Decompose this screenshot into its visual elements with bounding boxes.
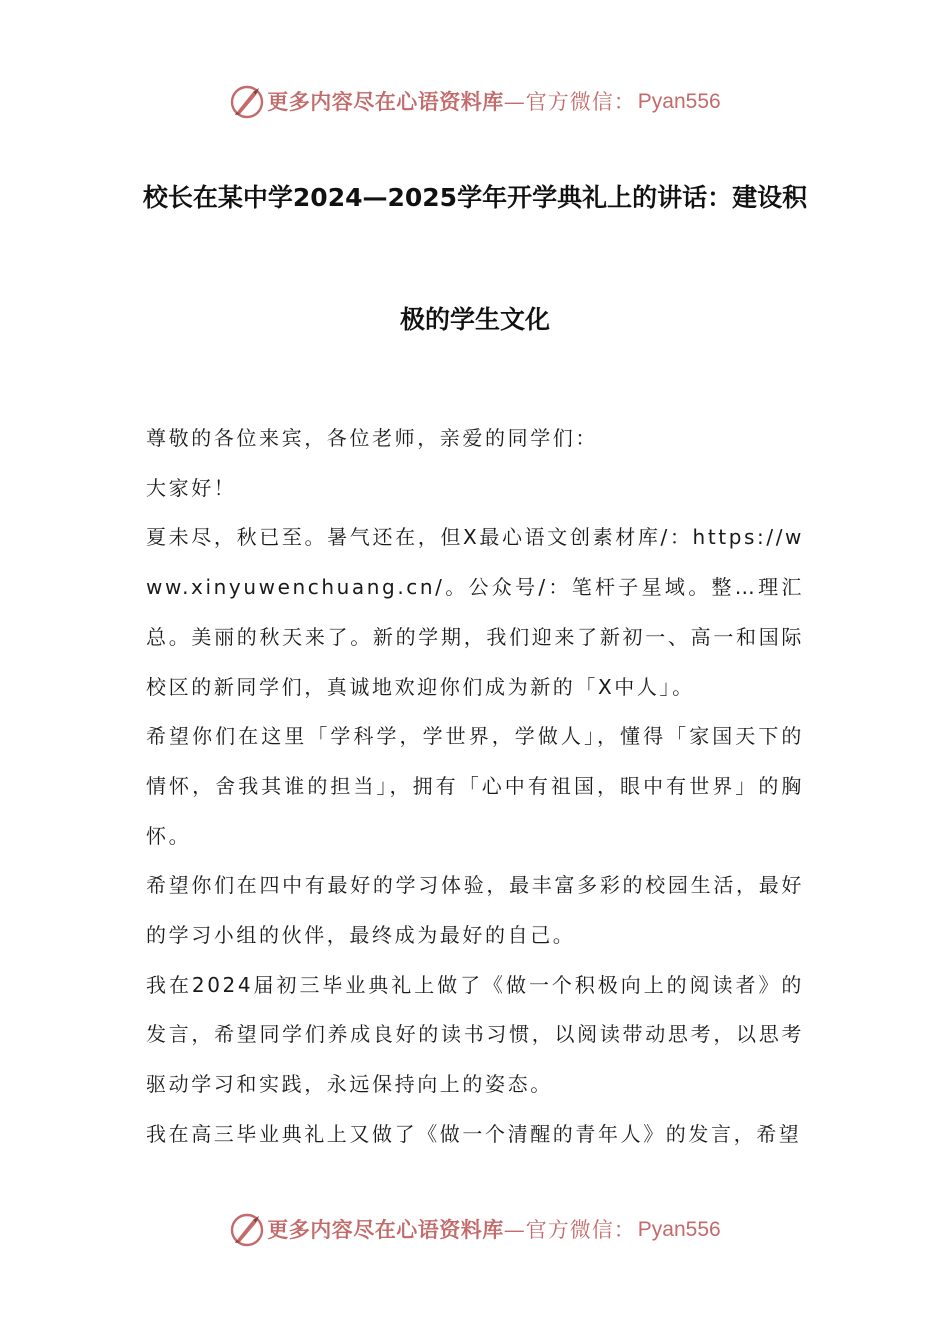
paragraph-salutation: 尊敬的各位来宾，各位老师，亲爱的同学们： <box>146 426 598 450</box>
document-body <box>146 414 804 1160</box>
paragraph: 我在2024届初三毕业典礼上做了《做一个积极向上的阅读者》的发言，希望同学们养成良好的读书习惯，以阅读带动思考，以思考驱动学习和实践，永远保持向上的姿态。 <box>146 972 804 1097</box>
document-title-line1: 校长在某中学2024—2025学年开学典礼上的讲话：建设积 <box>142 183 808 212</box>
quill-pen-icon <box>229 84 265 120</box>
paragraph-greeting: 大家好！ <box>146 475 237 500</box>
paragraph: 我在高三毕业典礼上又做了《做一个清醒的青年人》的发言，希望 <box>146 1121 802 1146</box>
banner-wechat-id: Pyan556 <box>637 1218 721 1241</box>
footer-banner <box>0 1210 950 1250</box>
banner-brand: 更多内容尽在心语资料库 <box>267 89 504 114</box>
banner-tagline: —官方微信： <box>503 1218 636 1242</box>
paragraph: 希望你们在这里「学科学，学世界，学做人」，懂得「家国天下的情怀，舍我其谁的担当」，拥有「心中有祖国，眼中有世界」的胸怀。 <box>146 724 804 848</box>
header-banner <box>0 82 950 122</box>
paragraph: 希望你们在四中有最好的学习体验，最丰富多彩的校园生活，最好的学习小组的伙伴，最终成为最好的自己。 <box>146 873 804 948</box>
document-title-line2: 极的学生文化 <box>399 305 550 334</box>
quill-pen-icon <box>229 1212 265 1248</box>
banner-tagline: —官方微信： <box>503 90 636 114</box>
paragraph: 夏未尽，秋已至。暑气还在，但X最心语文创素材库/：https://www.xinyuwenchuang.cn/。公众号/：笔杆子星域。整…理汇总。美丽的秋天来了。新的学期，我们迎来了新初一、高一和国际校区的新同学们，真诚地欢迎你们成为新的「X中人」。 <box>146 525 804 699</box>
banner-brand: 更多内容尽在心语资料库 <box>267 1217 504 1242</box>
banner-wechat-id: Pyan556 <box>637 90 721 113</box>
